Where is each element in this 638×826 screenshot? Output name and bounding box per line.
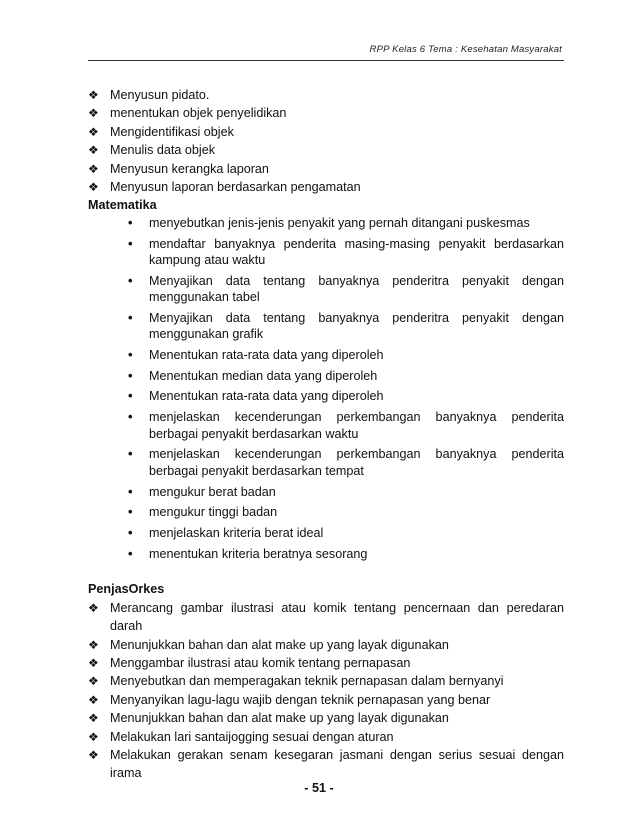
list-item-text: mendaftar banyaknya penderita masing-masing penyakit berdasarkan kampung atau waktu (149, 236, 564, 268)
diamond-bullet-icon: ❖ (88, 124, 99, 139)
list-item-text: Melakukan gerakan senam kesegaran jasmani dengan serius sesuai dengan irama (110, 747, 564, 781)
dot-bullet-icon: • (128, 524, 133, 540)
list-item (128, 236, 564, 269)
page-number: - 51 - (304, 781, 334, 795)
list-item (88, 746, 564, 783)
list-item-text: Menentukan rata-rata data yang diperoleh (149, 389, 384, 404)
diamond-bullet-icon: ❖ (88, 88, 99, 102)
list-item (88, 654, 564, 672)
dot-bullet-icon: • (128, 309, 133, 325)
diamond-bullet-icon: ❖ (88, 143, 99, 158)
dot-bullet-icon: • (128, 347, 133, 363)
list-item-text: Merancang gambar ilustrasi atau komik tentang pencernaan dan peredaran darah (110, 600, 564, 634)
header-divider (88, 60, 564, 61)
list-item (128, 546, 564, 563)
list-item-text: Menulis data objek (110, 143, 216, 158)
dot-bullet-icon: • (128, 446, 133, 462)
list-item-text: Menyusun laporan berdasarkan pengamatan (110, 180, 361, 195)
list-item (88, 86, 564, 104)
dot-bullet-icon: • (128, 235, 133, 251)
list-item-text: Menyajikan data tentang banyaknya penderitra penyakit dengan menggunakan tabel (149, 273, 564, 305)
list-item (88, 728, 564, 746)
list-item (128, 368, 564, 385)
diamond-bullet-icon: ❖ (88, 655, 99, 670)
list-item-text: menjelaskan kriteria berat ideal (149, 525, 324, 540)
list-item-text: Melakukan lari santaijogging sesuai dengan aturan (110, 729, 394, 744)
dot-bullet-icon: • (128, 545, 133, 561)
list-item (128, 484, 564, 501)
list-item (88, 123, 564, 141)
list-item-text: menjelaskan kecenderungan perkembangan banyaknya penderita berbagai penyakit berdasarkan waktu (149, 410, 564, 441)
list-item-text: menentukan objek penyelidikan (110, 106, 287, 121)
list-item-text: Menyanyikan lagu-lagu wajib dengan teknik pernapasan yang benar (110, 692, 491, 707)
list-item (128, 388, 564, 405)
list-item-text: Menyusun pidato. (110, 88, 210, 102)
diamond-bullet-icon: ❖ (88, 106, 99, 121)
matematika-list (128, 215, 564, 562)
list-item (88, 160, 564, 178)
list-item (88, 709, 564, 727)
list-item-text: Menunjukkan bahan dan alat make up yang layak digunakan (110, 637, 449, 652)
list-item (128, 409, 564, 442)
list-item-text: Menyusun kerangka laporan (110, 161, 269, 176)
list-item-text: menyebutkan jenis-jenis penyakit yang pernah ditangani puskesmas (149, 215, 530, 230)
document-body (88, 86, 564, 783)
list-item-text: mengukur berat badan (149, 484, 276, 499)
diamond-bullet-icon: ❖ (88, 747, 99, 762)
list-item-text: Menyajikan data tentang banyaknya penderitra penyakit dengan menggunakan grafik (149, 310, 564, 342)
list-item (128, 504, 564, 521)
list-item (88, 141, 564, 159)
diamond-bullet-icon: ❖ (88, 692, 99, 707)
section-title-penjasorkes: PenjasOrkes (88, 582, 165, 597)
section-title-matematika: Matematika (88, 198, 157, 213)
penjasorkes-list (88, 599, 564, 783)
list-item (88, 636, 564, 654)
list-item-text: mengukur tinggi badan (149, 505, 278, 520)
list-item-text: Menentukan median data yang diperoleh (149, 368, 378, 383)
list-item (128, 273, 564, 306)
list-item (128, 310, 564, 343)
list-item-text: Mengidentifikasi objek (110, 124, 234, 139)
list-item (128, 525, 564, 542)
list-item (128, 347, 564, 364)
dot-bullet-icon: • (128, 483, 133, 499)
diamond-bullet-icon: ❖ (88, 674, 99, 689)
diamond-bullet-icon: ❖ (88, 180, 99, 195)
dot-bullet-icon: • (128, 388, 133, 404)
section-gap (88, 566, 564, 580)
top-activity-list (88, 86, 564, 196)
diamond-bullet-icon: ❖ (88, 729, 99, 744)
diamond-bullet-icon: ❖ (88, 637, 99, 652)
list-item (88, 599, 564, 636)
dot-bullet-icon: • (128, 272, 133, 288)
list-item-text: Menyebutkan dan memperagakan teknik pernapasan dalam bernyanyi (110, 674, 504, 689)
list-item-text: Menentukan rata-rata data yang diperoleh (149, 348, 384, 363)
list-item (128, 446, 564, 479)
dot-bullet-icon: • (128, 367, 133, 383)
list-item-text: menjelaskan kecenderungan perkembangan banyaknya penderita berbagai penyakit berdasarkan tempat (149, 447, 564, 478)
list-item (128, 215, 564, 232)
list-item-text: Menggambar ilustrasi atau komik tentang pernapasan (110, 655, 411, 670)
list-item (88, 104, 564, 122)
list-item-text: Menunjukkan bahan dan alat make up yang layak digunakan (110, 711, 449, 726)
page-header: RPP Kelas 6 Tema : Kesehatan Masyarakat (369, 44, 562, 55)
dot-bullet-icon: • (128, 409, 133, 425)
list-item (88, 672, 564, 690)
list-item (88, 178, 564, 196)
dot-bullet-icon: • (128, 504, 133, 520)
list-item (88, 691, 564, 709)
dot-bullet-icon: • (128, 214, 133, 230)
diamond-bullet-icon: ❖ (88, 161, 99, 176)
diamond-bullet-icon: ❖ (88, 711, 99, 726)
diamond-bullet-icon: ❖ (88, 600, 99, 615)
list-item-text: menentukan kriteria beratnya sesorang (149, 546, 368, 561)
